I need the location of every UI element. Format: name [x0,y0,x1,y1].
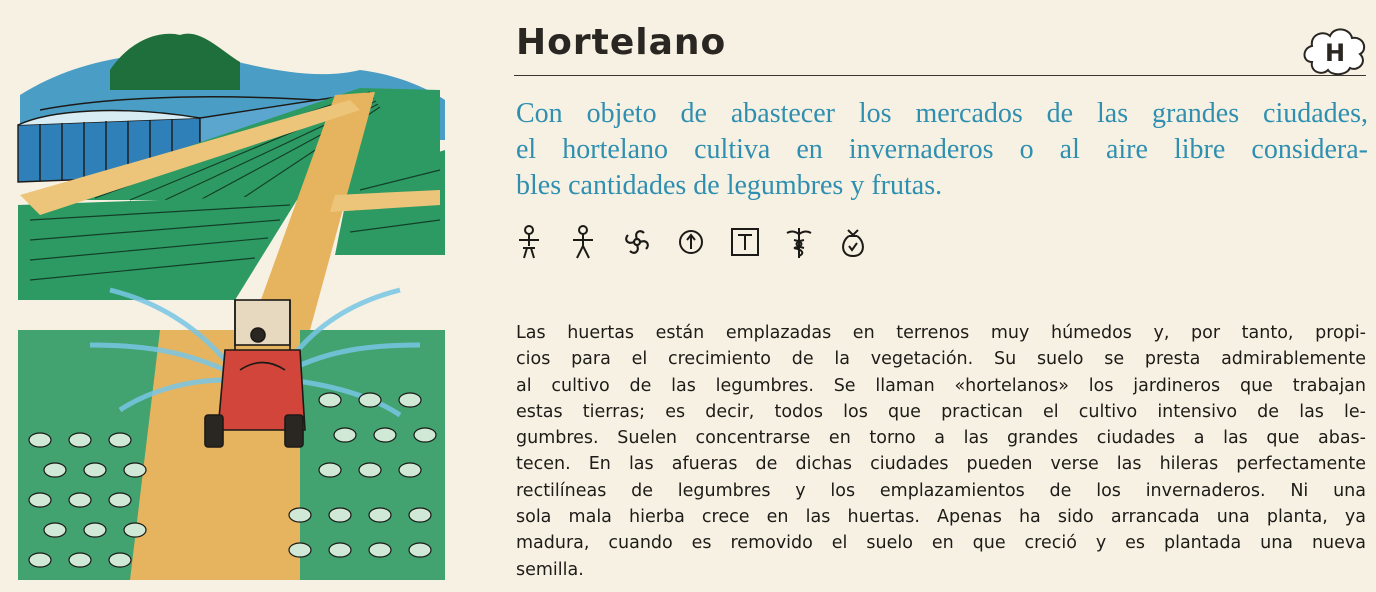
body-line: tecen. En las afueras de dichas ciudades pueden verse las hileras perfectamente [516,454,1366,475]
body-line: al cultivo de las legumbres. Se llaman «hortelanos» los jardineros que trabajan [516,375,1366,396]
symbol-row [514,222,868,262]
logo-letter: H [1324,39,1346,67]
boxed-t-icon [730,224,760,260]
intro-line: Con objeto de abastecer los mercados de las grandes ciudades, [516,98,1368,129]
intro-line: bles cantidades de legumbres y frutas. [516,170,943,201]
body-line: semilla. [516,559,584,580]
body-line: Las huertas están emplazadas en terrenos muy húmedos y, por tanto, propi- [516,323,1366,343]
body-paragraph [516,320,1366,583]
series-logo-icon [1300,22,1370,78]
body-line: madura, cuando es removido el suelo en que creció y es plantada una nueva [516,533,1366,554]
page-title: Hortelano [516,22,727,63]
title-divider [514,75,1366,76]
body-line: rectilíneas de legumbres y los emplazamientos de los invernaderos. Ni una [516,480,1366,501]
intro-paragraph [516,96,1368,204]
male-figure-icon [568,224,598,260]
intro-line: el hortelano cultiva en invernaderos o al aire libre considera- [516,134,1368,165]
body-line: gumbres. Suelen concentrarse en torno a las grandes ciudades a las que abas- [516,428,1366,449]
body-line: sola mala hierba crece en las huertas. Apenas ha sido arrancada una planta, ya [516,507,1366,528]
body-line: estas tierras; es decir, todos los que practican el cultivo intensivo de las le- [516,401,1366,422]
garden-illustration [0,0,460,592]
caduceus-icon [784,224,814,260]
market-garden-drawing [0,0,460,592]
body-line: cios para el crecimiento de la vegetación. Su suelo se presta admirablemente [516,349,1366,370]
female-figure-icon [514,224,544,260]
pinwheel-icon [622,224,652,260]
circled-up-arrow-icon [676,224,706,260]
money-bag-icon [838,224,868,260]
